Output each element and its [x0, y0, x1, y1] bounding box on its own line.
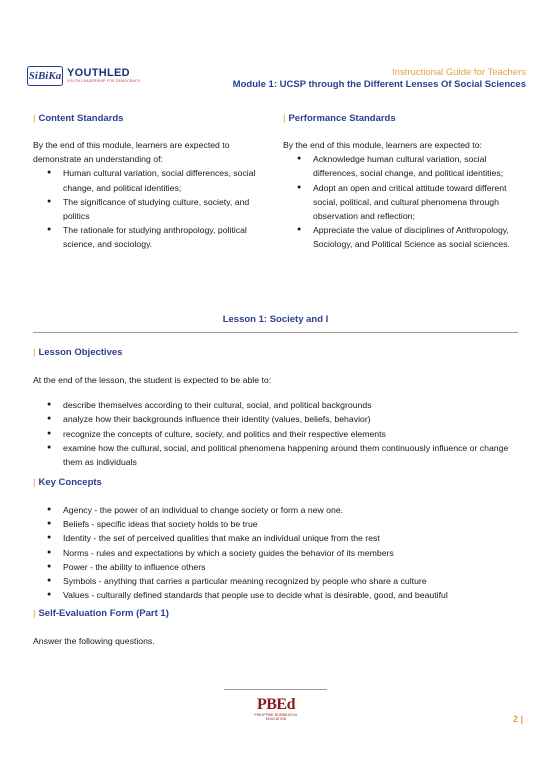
pbed-logo-subtitle: PHILIPPINE BUSINESS for EDUCATION — [254, 713, 298, 721]
lesson-title: Lesson 1: Society and I — [222, 314, 329, 325]
list-item: ● recognize the concepts of culture, society, and politics and their respective elements — [33, 427, 518, 441]
list-item: ● Adopt an open and critical attitude toward different social, political, and cultural phenomena through observation and reflection; — [283, 181, 525, 224]
key-concepts-section — [33, 477, 518, 602]
list-item: ● Symbols - anything that carries a particular meaning recognized by people who share a culture — [33, 574, 518, 588]
performance-standards-list — [283, 152, 525, 251]
module-title: Module 1: UCSP through the Different Lenses Of Social Sciences — [232, 79, 526, 90]
logo-name: YOUTHLED — [67, 67, 130, 79]
lesson-objectives-section — [33, 347, 518, 469]
list-item: ● Appreciate the value of disciplines of Anthropology, Sociology, and Political Science as social sciences. — [283, 223, 525, 251]
page-header — [233, 67, 526, 91]
section-intro: Answer the following questions. — [33, 636, 155, 646]
section-heading: | Key Concepts — [33, 477, 102, 488]
content-standards-list — [33, 166, 268, 251]
guide-title: Instructional Guide for Teachers — [392, 67, 526, 78]
section-intro: By the end of this module, learners are expected to: — [283, 140, 482, 150]
section-intro: At the end of the lesson, the student is expected to be able to: — [33, 375, 272, 385]
list-item: ● Agency - the power of an individual to change society or form a new one. — [33, 503, 518, 517]
youthled-logo — [27, 66, 140, 86]
sibika-logo-mark: SiBiKa — [27, 66, 63, 86]
list-item: ● Norms - rules and expectations by which a society guides the behavior of its members — [33, 546, 518, 560]
footer-divider — [224, 689, 327, 690]
section-intro: By the end of this module, learners are expected to demonstrate an understanding of: — [33, 140, 230, 165]
performance-standards-section — [283, 113, 525, 252]
objectives-list — [33, 398, 518, 469]
list-item: ● Beliefs - specific ideas that society holds to be true — [33, 517, 518, 531]
section-heading: | Self-Evaluation Form (Part 1) — [33, 608, 169, 619]
divider — [33, 332, 518, 333]
section-heading: | Content Standards — [33, 113, 124, 124]
key-concepts-list — [33, 503, 518, 602]
list-item: ● Human cultural variation, social differences, social change, and political identities; — [33, 166, 268, 194]
section-heading: | Performance Standards — [283, 113, 396, 124]
pbed-logo — [251, 696, 301, 721]
self-evaluation-section — [33, 608, 518, 648]
content-standards-section — [33, 113, 268, 252]
list-item: ● The significance of studying culture, society, and politics — [33, 195, 268, 223]
pbed-logo-mark: PBEd — [256, 696, 295, 713]
list-item: ● analyze how their backgrounds influence their identity (values, beliefs, behavior) — [33, 412, 518, 426]
list-item: ● examine how the cultural, social, and political phenomena happening around them continuously influence or change them as individuals — [33, 441, 518, 469]
section-heading: | Lesson Objectives — [33, 347, 123, 358]
list-item: ● The rationale for studying anthropology, political science, and sociology. — [33, 223, 268, 251]
list-item: ● describe themselves according to their cultural, social, and political backgrounds — [33, 398, 518, 412]
logo-tagline: YOUTH LEADERSHIP FOR DEMOCRACY — [67, 79, 141, 83]
list-item: ● Values - culturally defined standards that people use to decide what is desirable, good, and beautiful — [33, 588, 518, 602]
list-item: ● Acknowledge human cultural variation, social differences, social change, and political identities; — [283, 152, 525, 180]
page-number: 2 | — [512, 714, 523, 724]
list-item: ● Identity - the set of perceived qualities that make an individual unique from the rest — [33, 531, 518, 545]
list-item: ● Power - the ability to influence others — [33, 560, 518, 574]
